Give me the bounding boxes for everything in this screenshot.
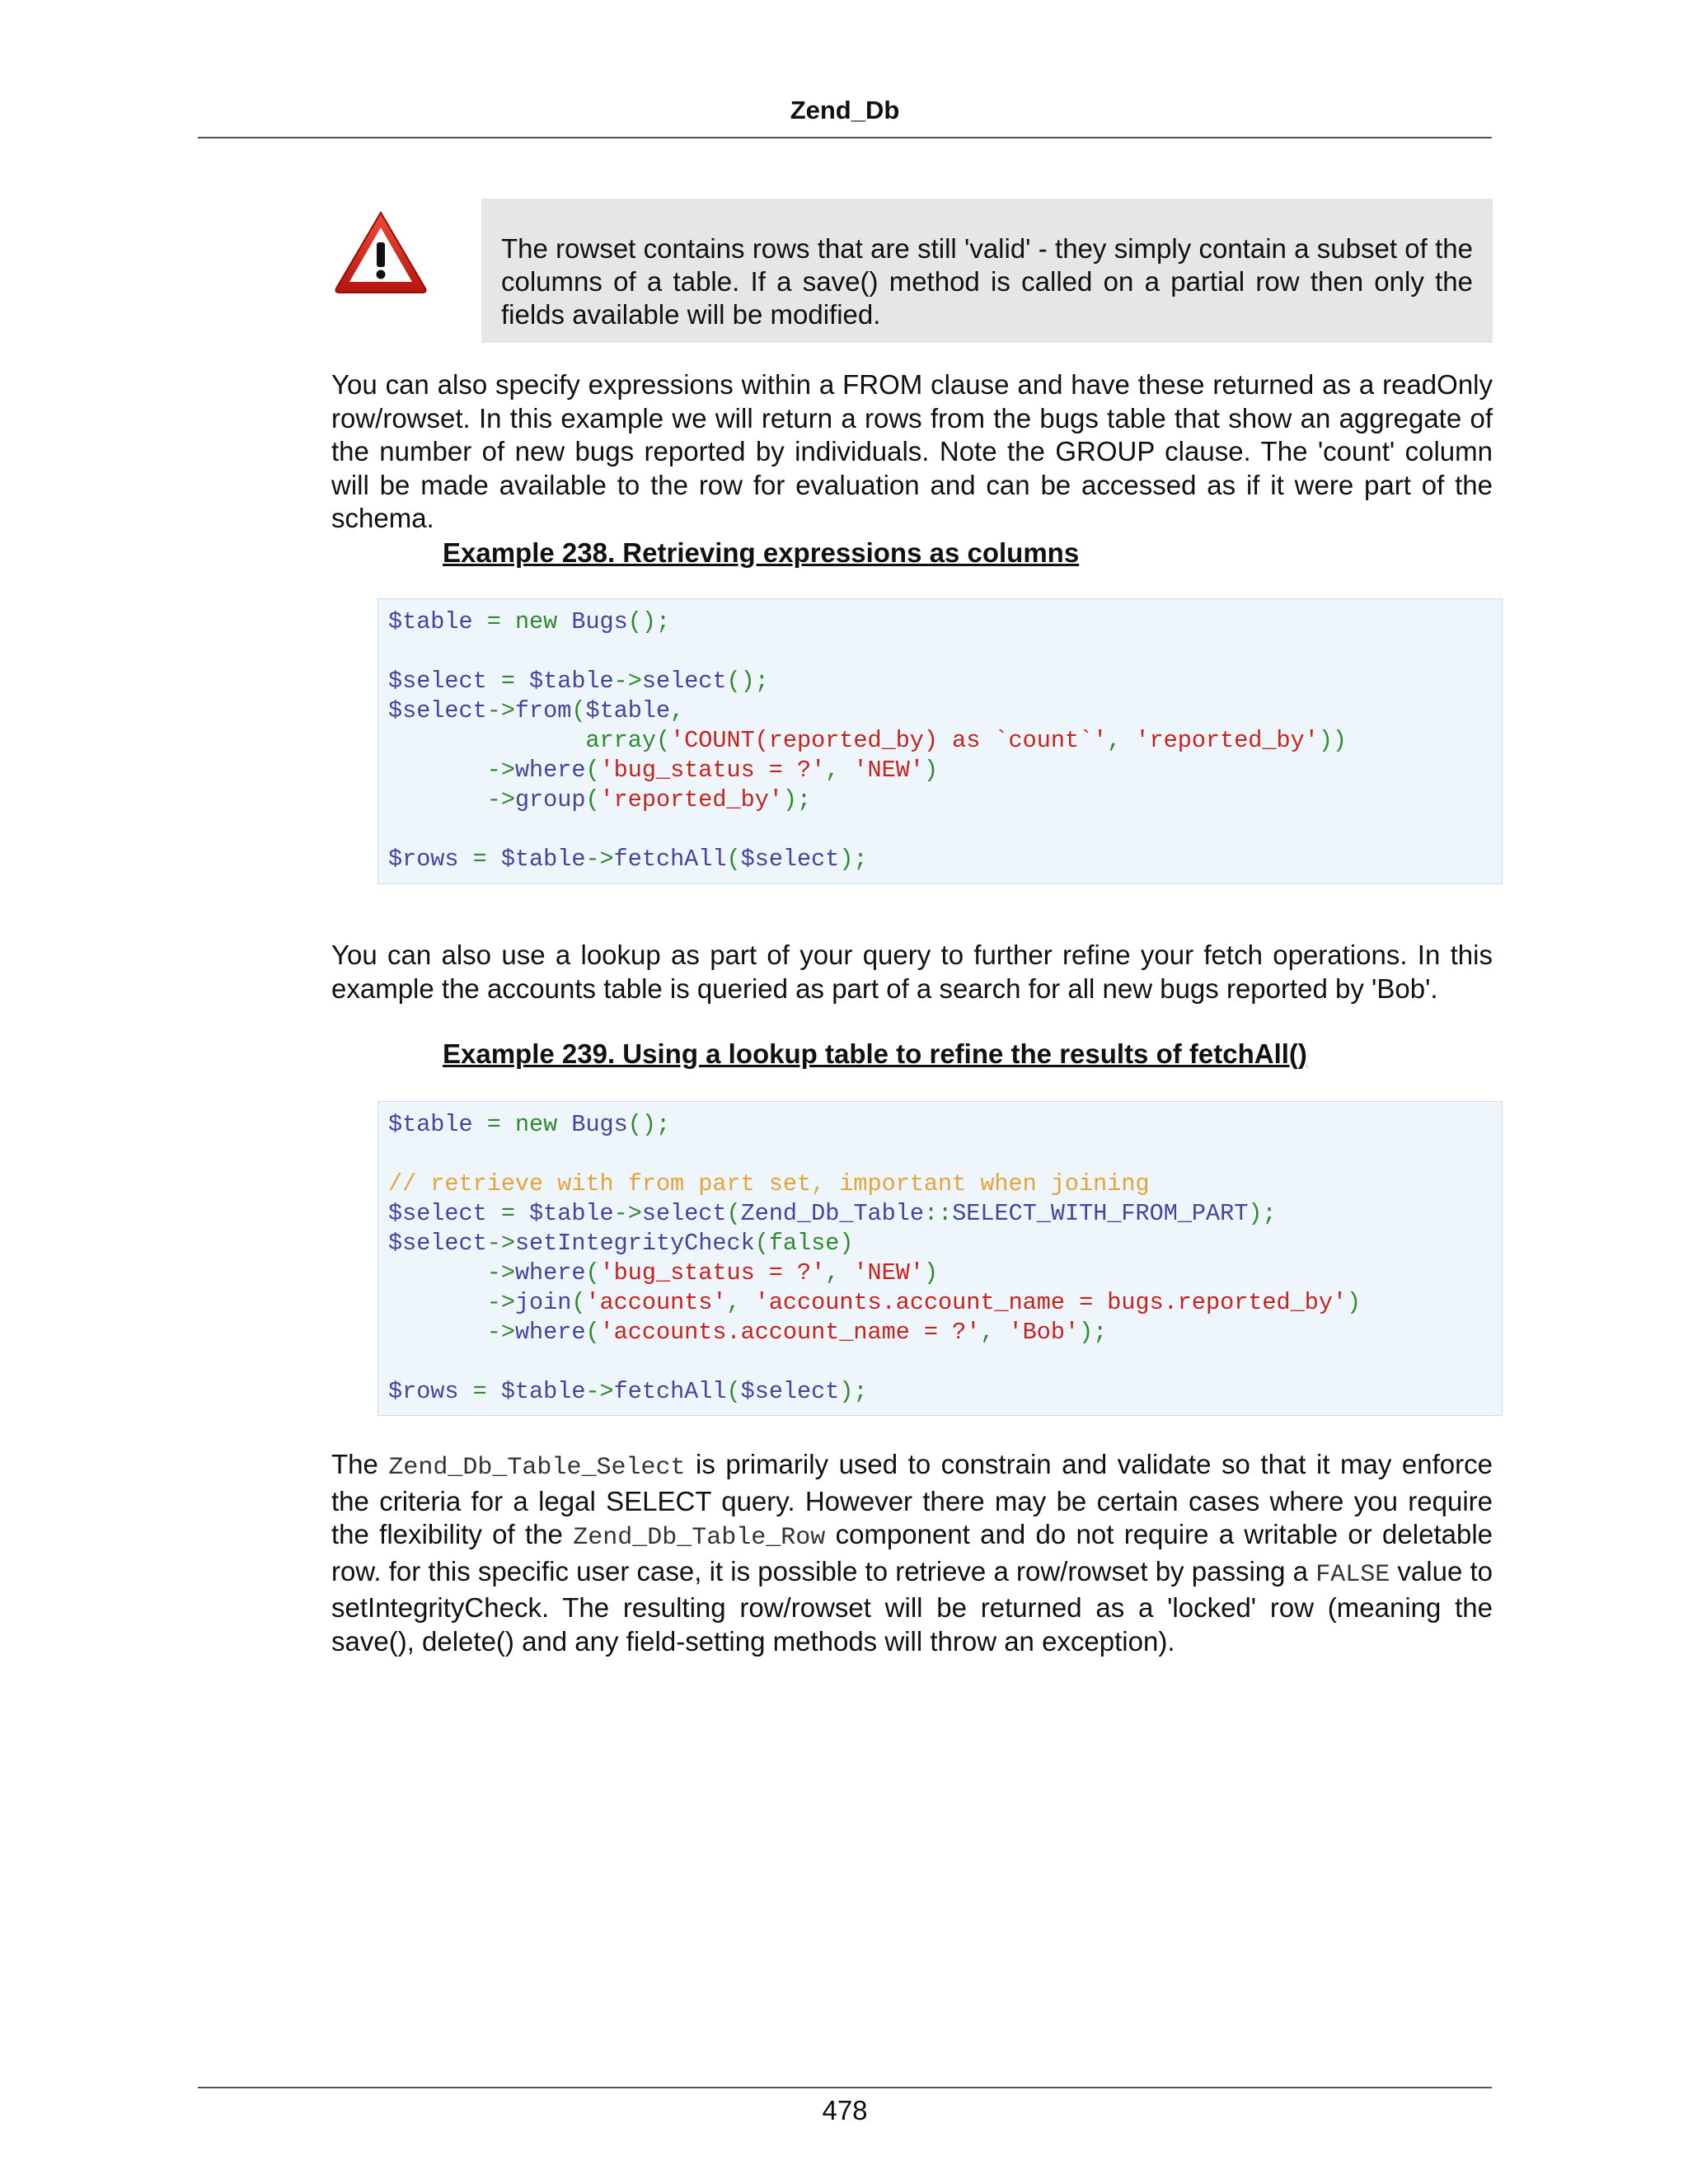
code-token: ) (923, 1259, 939, 1286)
code-token: select (641, 1200, 727, 1227)
code-line (388, 1199, 1502, 1229)
code-line (388, 607, 1502, 637)
code-token: $table (388, 1111, 473, 1138)
code-line (388, 1110, 1502, 1140)
code-token: ) (1347, 1289, 1362, 1316)
code-token: 'NEW' (853, 757, 924, 784)
code-token: ( (754, 1230, 769, 1257)
code-line (388, 1169, 1502, 1199)
code-token: , (980, 1319, 1009, 1346)
code-token: $select (740, 1378, 840, 1405)
code-token: (); (627, 1111, 671, 1138)
code-token: -> (486, 697, 515, 724)
code-token: select (641, 668, 727, 695)
code-token: , (726, 1289, 755, 1316)
code-line (388, 667, 1502, 696)
code-token: $table (500, 1378, 586, 1405)
para3-text-3: component and do not require a writable or deletable row. for this specific user case, it is possible to retrieve a row/rowset by passing a (331, 1519, 1493, 1586)
code-token: ); (1079, 1319, 1108, 1346)
code-line (388, 696, 1502, 726)
code-token: = (486, 1200, 530, 1227)
code-token: ( (655, 727, 671, 754)
code-token: $rows (388, 846, 459, 873)
code-token: -> (486, 1230, 515, 1257)
code-token: 'COUNT(reported_by) as `count`' (670, 727, 1108, 754)
code-token: (); (627, 608, 671, 635)
code-token: fetchAll (613, 846, 727, 873)
code-token: // retrieve with from part set, important when joining (388, 1170, 1150, 1197)
code-token: $table (585, 697, 671, 724)
code-line (388, 1377, 1502, 1407)
code-token: , (825, 757, 854, 784)
code-token: ( (585, 1259, 600, 1286)
code-token: ); (839, 846, 868, 873)
code-token: $select (740, 846, 840, 873)
code-token: $select (388, 668, 487, 695)
code-block-238 (377, 598, 1503, 884)
code-token: $select (388, 1230, 487, 1257)
warning-triangle-icon (333, 209, 429, 295)
code-line (388, 1318, 1502, 1347)
code-token: fetchAll (613, 1378, 727, 1405)
code-line (388, 1258, 1502, 1288)
page-number: 478 (822, 2095, 868, 2125)
code-token: = (458, 846, 501, 873)
code-token: false (768, 1230, 840, 1257)
code-token: where (514, 1319, 586, 1346)
para3-text-2: is primarily used to constrain and validate so that it may enforce the criteria for a legal SELECT query. However there may be certain cases where you require the flexibility of the (331, 1449, 1493, 1549)
code-token: -> (388, 1289, 515, 1316)
code-token: )) (1318, 727, 1348, 754)
code-line (388, 756, 1502, 785)
class-name-table-row: Zend_Db_Table_Row (573, 1524, 826, 1552)
code-line (388, 1229, 1502, 1258)
code-token: where (514, 757, 586, 784)
paragraph-lookup: You can also use a lookup as part of your query to further refine your fetch operations. In this example the accounts table is queried as part of a search for all new bugs reported by 'Bob'. (331, 940, 1493, 1004)
code-line (388, 1288, 1502, 1318)
code-token: -> (388, 757, 515, 784)
code-token: SELECT_WITH_FROM_PART (952, 1200, 1249, 1227)
example-239-title: Example 239. Using a lookup table to refine the results of fetchAll() (443, 1038, 1307, 1069)
code-token: ) (839, 1230, 854, 1257)
code-token: ( (726, 1378, 741, 1405)
code-token: Bugs (557, 608, 628, 635)
paragraph-expressions: You can also specify expressions within a FROM clause and have these returned as a readOnly row/rowset. In this example we will return a rows from the bugs table that show an aggregate of the number of new bugs reported by individuals. Note the GROUP clause. The 'count' column will be made available to the row for evaluation and can be accessed as if it were part of the schema. (331, 369, 1493, 533)
code-token: = (458, 1378, 501, 1405)
code-token: from (514, 697, 572, 724)
code-token: Bugs (557, 1111, 628, 1138)
constant-false: FALSE (1315, 1560, 1390, 1589)
code-token: (); (726, 668, 769, 695)
code-line (388, 845, 1502, 874)
code-token: ) (923, 757, 939, 784)
code-line (388, 1140, 1502, 1169)
code-token: ( (585, 786, 600, 813)
para3-text-1: The (331, 1449, 389, 1479)
code-line (388, 785, 1502, 815)
code-token: 'accounts.account_name = bugs.reported_by' (754, 1289, 1348, 1316)
code-line (388, 815, 1502, 845)
code-token: $select (388, 697, 487, 724)
code-token: ( (571, 697, 586, 724)
code-token: -> (585, 1378, 614, 1405)
paragraph-integrity-check (331, 1448, 1493, 1658)
code-token: 'Bob' (1008, 1319, 1080, 1346)
code-token: $table (529, 1200, 614, 1227)
code-token: 'accounts.account_name = ?' (599, 1319, 981, 1346)
code-token: new (514, 1111, 558, 1138)
code-token: -> (388, 1319, 515, 1346)
code-token: 'reported_by' (599, 786, 783, 813)
code-token: $table (388, 608, 473, 635)
code-token: , (825, 1259, 854, 1286)
code-token: $rows (388, 1378, 459, 1405)
code-token: $table (500, 846, 586, 873)
code-token: -> (585, 846, 614, 873)
code-token: 'bug_status = ?' (599, 1259, 826, 1286)
code-token: = (486, 668, 530, 695)
code-token: = (472, 1111, 515, 1138)
header-divider (198, 137, 1492, 138)
code-token: , (1107, 727, 1136, 754)
code-token: ); (1248, 1200, 1277, 1227)
code-line (388, 726, 1502, 756)
footer-divider (198, 2087, 1492, 2088)
code-token: = (472, 608, 515, 635)
code-token: ( (726, 1200, 741, 1227)
example-238-title: Example 238. Retrieving expressions as columns (443, 537, 1080, 568)
code-token: setIntegrityCheck (514, 1230, 755, 1257)
code-token: ( (726, 846, 741, 873)
code-token: ( (585, 757, 600, 784)
para3-text-4: value to setIntegrityCheck. The resulting row/rowset will be returned as a 'locked' row (meaning the save(), delete() and any field-setting methods will throw an exception). (331, 1555, 1493, 1657)
warning-text: The rowset contains rows that are still 'valid' - they simply contain a subset of the columns of a table. If a save() method is called on a partial row then only the fields available will be modified. (501, 233, 1473, 330)
code-token: where (514, 1259, 586, 1286)
code-token: -> (388, 786, 515, 813)
code-token: 'reported_by' (1135, 727, 1319, 754)
code-token: $table (529, 668, 614, 695)
code-token: 'bug_status = ?' (599, 757, 826, 784)
code-token: 'NEW' (853, 1259, 924, 1286)
warning-box (481, 199, 1493, 343)
code-token: new (514, 608, 558, 635)
code-token: $select (388, 1200, 487, 1227)
code-token: group (514, 786, 586, 813)
code-token: -> (613, 668, 642, 695)
code-token: ( (571, 1289, 586, 1316)
page-header-title: Zend_Db (790, 96, 900, 124)
class-name-table-select: Zend_Db_Table_Select (388, 1454, 686, 1482)
code-token: , (670, 697, 685, 724)
code-token: 'accounts' (585, 1289, 727, 1316)
code-line (388, 637, 1502, 667)
code-token: -> (388, 1259, 515, 1286)
code-token: ); (839, 1378, 868, 1405)
code-token: join (514, 1289, 572, 1316)
code-token: Zend_Db_Table (740, 1200, 924, 1227)
code-token: -> (613, 1200, 642, 1227)
code-token: :: (923, 1200, 953, 1227)
code-token: ); (782, 786, 812, 813)
code-token: ( (585, 1319, 600, 1346)
code-token: array (388, 727, 656, 754)
code-block-239 (377, 1101, 1503, 1416)
code-line (388, 1347, 1502, 1377)
